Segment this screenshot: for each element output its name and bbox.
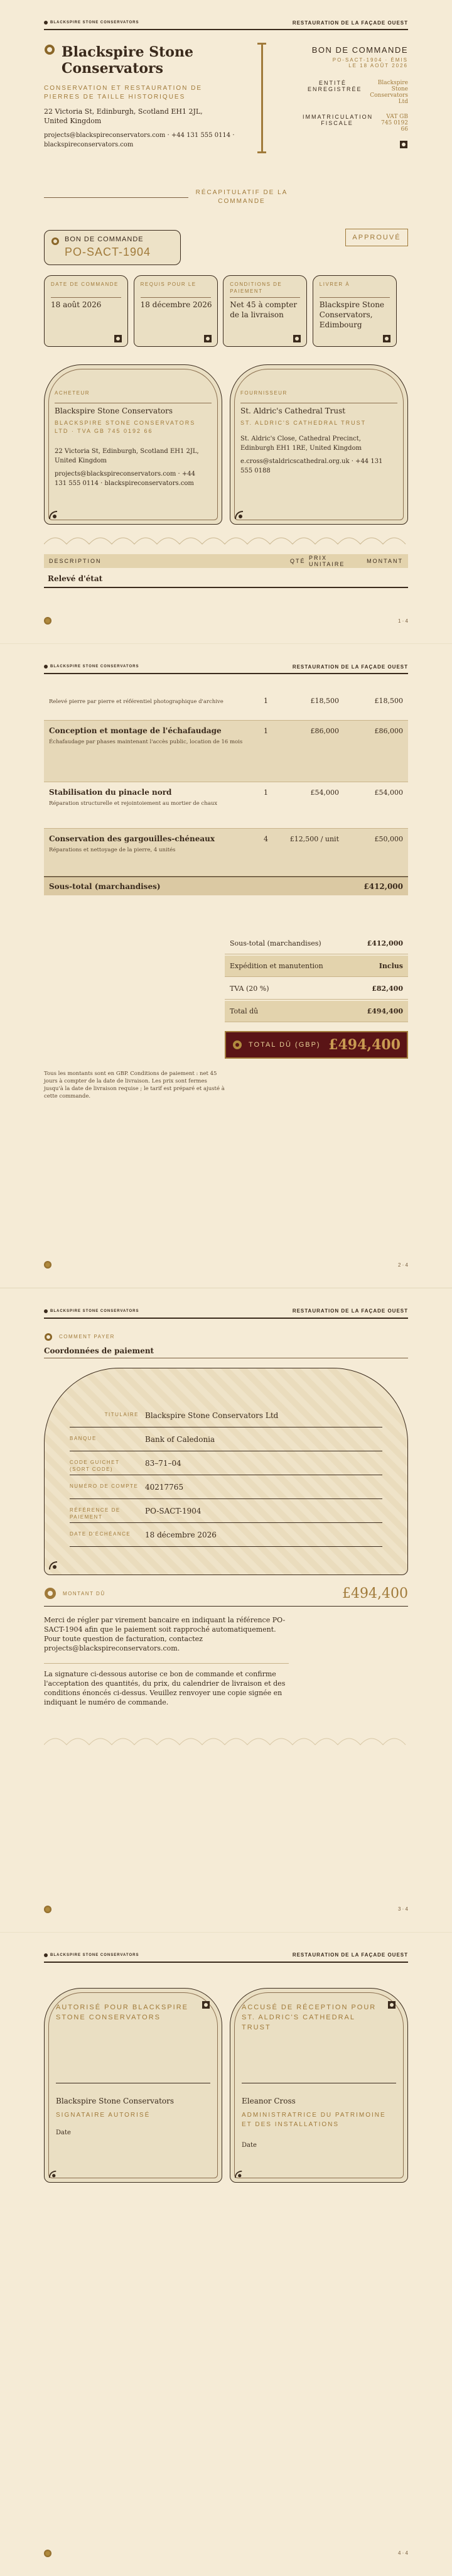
summary-value: 18 décembre 2026 xyxy=(140,300,212,309)
logo-dot-icon xyxy=(44,21,48,25)
summary-value: 18 août 2026 xyxy=(51,300,102,309)
divider-column xyxy=(259,43,265,156)
company-block: Blackspire Stone Conservators CONSERVATION ET RESTAURATION DE PIERRES DE TAILLE HISTORIQUES 22 Victoria St, Edinburgh, Scotland EH1 2JL, United Kingdom projects@blackspireconservators.com · +44 131 555 0114 · blackspireconservators.com xyxy=(44,44,251,150)
flourish-icon xyxy=(48,510,58,520)
payment-field: TITULAIRE Blackspire Stone Conservators Ltd xyxy=(70,1406,382,1427)
signer-name: Eleanor Cross xyxy=(242,2096,296,2105)
crest-icon xyxy=(232,1040,242,1050)
doc-meta: BON DE COMMANDE PO-SACT-1904 · ÉMIS LE 18 AOÛT 2026 ENTITÉ ENREGISTRÉE Blackspire Stone Conservators Ltd IMMATRICULATION FISCALE VAT GB 745 0192 66 xyxy=(276,45,408,149)
item-qty: 1 xyxy=(264,697,268,706)
item-note: Réparation structurelle et rejointoiement au mortier de chaux xyxy=(49,800,218,807)
totals-row: Sous-total (marchandises) £412,000 xyxy=(225,933,408,954)
header-rule xyxy=(44,29,408,30)
item-unit-price: £18,500 xyxy=(310,697,339,706)
page-2 xyxy=(0,644,452,1287)
summary-card: LIVRER À Blackspire Stone Conservators, Edimbourg xyxy=(313,275,397,347)
item-amount: £86,000 xyxy=(374,727,403,736)
buyer-name: Blackspire Stone Conservators xyxy=(55,407,173,415)
page-header: BLACKSPIRE STONE CONSERVATORS RESTAURATION DE LA FAÇADE OUEST xyxy=(44,1950,408,1960)
payment-section-label: COMMENT PAYER xyxy=(59,1334,115,1340)
signature-line xyxy=(56,2083,210,2084)
summary-card: CONDITIONS DE PAIEMENT Net 45 à compter de la livraison xyxy=(223,275,307,347)
signature-note: La signature ci-dessous autorise ce bon de commande et confirme l'acceptation des quantités, du prix, du calendrier de livraison et des conditions énoncés ci-dessus. Veuillez renvoyer une copie signée en indiquant le numéro de commande. xyxy=(44,1669,286,1706)
section-heading: Relevé d'état xyxy=(48,574,103,583)
status-badge: APPROUVÉ xyxy=(345,229,408,246)
signature-line xyxy=(242,2083,396,2084)
item-unit-price: £12,500 / unit xyxy=(289,835,339,844)
summary-card: DATE DE COMMANDE 18 août 2026 xyxy=(44,275,128,347)
payment-panel xyxy=(44,1368,408,1575)
flourish-icon xyxy=(48,2169,57,2178)
company-name: Blackspire Stone xyxy=(62,44,193,60)
shield-icon xyxy=(114,334,122,342)
item-qty: 4 xyxy=(264,835,268,844)
signature-card: ACCUSÉ DE RÉCEPTION POUR ST. ALDRIC'S CATHEDRAL TRUST Eleanor Cross ADMINISTRATRICE DU PATRIMOINE ET DES INSTALLATIONS Date xyxy=(230,1988,408,2183)
item-note: Échafaudage par phases maintenant l'accès public, location de 16 mois xyxy=(49,739,243,746)
payment-field: DATE D'ÉCHÉANCE 18 décembre 2026 xyxy=(70,1525,382,1547)
logo-dot-icon xyxy=(44,1953,48,1957)
payment-field-value: 18 décembre 2026 xyxy=(145,1530,217,1539)
supplier-address: St. Aldric's Close, Cathedral Precinct, Edinburgh EH1 1RE, United Kingdom xyxy=(240,435,362,452)
amount-due-value: £494,400 xyxy=(342,1585,408,1602)
page-1 xyxy=(0,0,452,643)
item-unit-price: £86,000 xyxy=(310,727,339,736)
page-footer: 2 · 4 xyxy=(44,1261,408,1269)
po-number: PO-SACT-1904 xyxy=(65,246,151,258)
shield-icon xyxy=(202,2000,210,2009)
signer-role: SIGNATAIRE AUTORISÉ xyxy=(56,2111,151,2119)
page-footer: 3 · 4 xyxy=(44,1906,408,1913)
page-footer: 4 · 4 xyxy=(44,2550,408,2557)
page-header: BLACKSPIRE STONE CONSERVATORS RESTAURATION DE LA FAÇADE OUEST xyxy=(44,662,408,672)
table-row xyxy=(44,721,408,782)
seal-icon xyxy=(44,1906,51,1913)
item-amount: £50,000 xyxy=(374,835,403,844)
page-header: BLACKSPIRE STONE CONSERVATORS RESTAURATION DE LA FAÇADE OUEST xyxy=(44,18,408,28)
shield-icon xyxy=(382,334,391,342)
flourish-icon xyxy=(48,1561,58,1571)
crest-icon xyxy=(51,237,60,246)
supplier-name: St. Aldric's Cathedral Trust xyxy=(240,407,346,415)
crest-icon xyxy=(44,44,55,55)
supplier-card: FOURNISSEUR St. Aldric's Cathedral Trust ST. ALDRIC'S CATHEDRAL TRUST St. Aldric's Close, Cathedral Precinct, Edinburgh EH1 1RE, United Kingdom e.cross@staldricscathedral.org.uk · +44 131 555 0188 xyxy=(230,364,408,525)
shield-icon xyxy=(293,334,301,342)
payment-field-value: Bank of Caledonia xyxy=(145,1434,215,1444)
item-qty: 1 xyxy=(264,727,268,736)
scallop-divider xyxy=(44,532,408,545)
signature-card: AUTORISÉ POUR BLACKSPIRE STONE CONSERVATORS Blackspire Stone Conservators SIGNATAIRE AUTORISÉ Date xyxy=(44,1988,222,2183)
signer-role: ADMINISTRATRICE DU PATRIMOINE ET DES INSTALLATIONS xyxy=(242,2111,386,2128)
table-header: DESCRIPTION QTÉ PRIX UNITAIRE MONTANT xyxy=(44,554,408,568)
signature-date: Date xyxy=(56,2129,71,2136)
shield-icon xyxy=(276,140,408,149)
payment-note: Merci de régler par virement bancaire en indiquant la référence PO-SACT-1904 afin que le paiement soit rapproché automatiquement. Pour toute question de facturation, contactez projects@blackspireconservators.com. xyxy=(44,1615,286,1652)
item-amount: £18,500 xyxy=(374,697,403,706)
seal-icon xyxy=(44,617,51,625)
crest-icon xyxy=(44,1333,53,1341)
shield-icon xyxy=(387,2000,396,2009)
summary-card: REQUIS POUR LE 18 décembre 2026 xyxy=(134,275,218,347)
doc-title: BON DE COMMANDE xyxy=(311,45,408,55)
payment-field: NUMÉRO DE COMPTE 40217765 xyxy=(70,1478,382,1499)
totals-row: Total dû £494,400 xyxy=(225,1001,408,1022)
grand-total-value: £494,400 xyxy=(328,1037,401,1054)
page-4 xyxy=(0,1933,452,2576)
payment-field-value: PO-SACT-1904 xyxy=(145,1506,202,1515)
page-number: 1 · 4 xyxy=(397,618,408,624)
item-title: Conception et montage de l'échafaudage xyxy=(49,726,222,736)
item-note: Réparations et nettoyage de la pierre, 4 unités xyxy=(49,847,176,854)
payment-title: Coordonnées de paiement xyxy=(44,1346,154,1355)
seal-icon xyxy=(44,2550,51,2557)
buyer-address: 22 Victoria St, Edinburgh, Scotland EH1 2JL, United Kingdom xyxy=(55,448,199,464)
terms-note: Tous les montants sont en GBP. Conditions de paiement : net 45 jours à compter de la date de livraison. Les prix sont fermes jusqu'à la date de livraison requise ; le tarif est préparé et ajusté à cette commande. xyxy=(44,1071,225,1100)
logo-dot-icon xyxy=(44,665,48,669)
grand-total-bar: TOTAL DÛ (GBP) £494,400 xyxy=(225,1031,408,1059)
crest-icon xyxy=(44,1587,56,1600)
logo-dot-icon xyxy=(44,1309,48,1313)
seal-icon xyxy=(44,1261,51,1269)
table-row xyxy=(44,782,408,829)
vat-value: VAT GB 745 0192 66 xyxy=(381,114,408,133)
flourish-icon xyxy=(234,2169,243,2178)
recap-label: RÉCAPITULATIF DE LA COMMANDE xyxy=(195,189,288,205)
entity-value: Blackspire Stone Conservators Ltd xyxy=(370,80,408,105)
payment-field: RÉFÉRENCE DE PAIEMENT PO-SACT-1904 xyxy=(70,1502,382,1523)
item-note: Relevé pierre par pierre et référentiel photographique d'archive xyxy=(49,699,223,706)
buyer-card: ACHETEUR Blackspire Stone Conservators BLACKSPIRE STONE CONSERVATORS LTD · TVA GB 745 0192 66 22 Victoria St, Edinburgh, Scotland EH1 2JL, United Kingdom projects@blackspireconservators.com · +44 131 555 0114 · blackspireconservators.com xyxy=(44,364,222,525)
signer-name: Blackspire Stone Conservators xyxy=(56,2096,175,2105)
subtotal-row: Sous-total (marchandises) £412,000 xyxy=(44,876,408,895)
summary-value: Net 45 à compter de la livraison xyxy=(230,300,298,319)
project-title: RESTAURATION DE LA FAÇADE OUEST xyxy=(292,19,408,26)
page-header: BLACKSPIRE STONE CONSERVATORS RESTAURATION DE LA FAÇADE OUEST xyxy=(44,1306,408,1316)
payment-field: CODE GUICHET (SORT CODE) 83–71–04 xyxy=(70,1454,382,1475)
totals-row: TVA (20 %) £82,400 xyxy=(225,978,408,1000)
doc-ref: PO-SACT-1904 · ÉMIS LE 18 AOÛT 2026 xyxy=(332,57,408,68)
company-address: 22 Victoria St, Edinburgh, Scotland EH1 2JL, xyxy=(44,107,203,116)
payment-field-value: 83–71–04 xyxy=(145,1458,181,1468)
flourish-icon xyxy=(234,510,244,520)
po-number-box: BON DE COMMANDE PO-SACT-1904 xyxy=(44,230,181,265)
signature-date: Date xyxy=(242,2141,257,2149)
company-contact[interactable]: projects@blackspireconservators.com · +44 131 555 0114 · xyxy=(44,132,235,139)
supplier-contact[interactable]: e.cross@staldricscathedral.org.uk · +44 131 555 0188 xyxy=(240,458,383,474)
shield-icon xyxy=(203,334,212,342)
amount-due-row: MONTANT DÛ £494,400 xyxy=(44,1581,408,1607)
scallop-divider xyxy=(44,1732,408,1746)
table-row xyxy=(44,829,408,876)
payment-field-value: Blackspire Stone Conservators Ltd xyxy=(145,1411,279,1420)
company-tagline: CONSERVATION ET RESTAURATION DE PIERRES DE TAILLE HISTORIQUES xyxy=(44,85,203,101)
page-footer xyxy=(44,617,408,625)
item-unit-price: £54,000 xyxy=(310,789,339,797)
item-title: Conservation des gargouilles-chéneaux xyxy=(49,834,215,844)
page-3 xyxy=(0,1289,452,1932)
buyer-contact[interactable]: projects@blackspireconservators.com · +44 131 555 0114 · blackspireconservators.com xyxy=(55,471,195,487)
summary-value: Blackspire Stone Conservators, Edimbourg xyxy=(319,300,385,329)
item-title: Stabilisation du pinacle nord xyxy=(49,788,172,797)
item-amount: £54,000 xyxy=(374,789,403,797)
totals-row: Expédition et manutention Inclus xyxy=(225,956,408,977)
table-row xyxy=(44,690,408,721)
item-qty: 1 xyxy=(264,789,268,797)
payment-field: BANQUE Bank of Caledonia xyxy=(70,1430,382,1451)
payment-field-value: 40217765 xyxy=(145,1482,184,1492)
